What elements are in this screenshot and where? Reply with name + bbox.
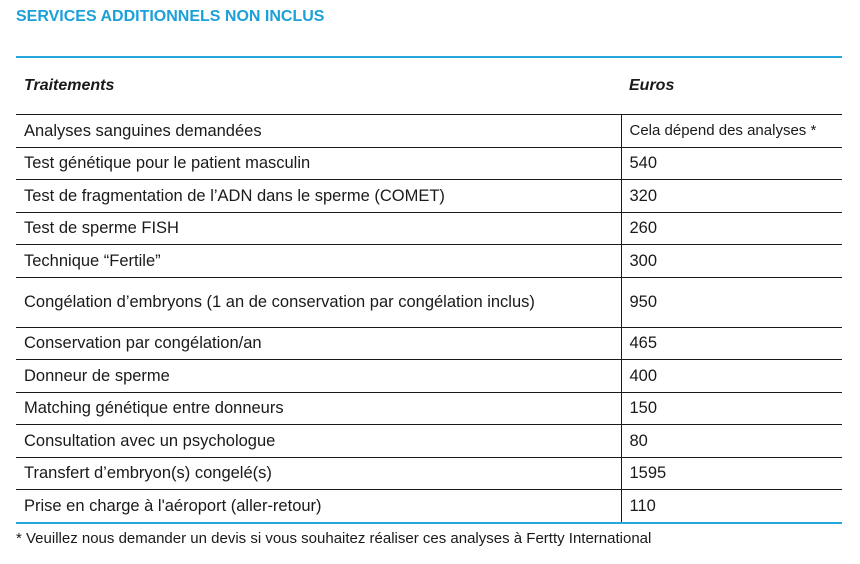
table-row	[16, 115, 842, 148]
price-cell: 400	[621, 360, 842, 393]
price-cell: 320	[621, 180, 842, 213]
services-table-container	[16, 56, 842, 524]
table-row	[16, 490, 842, 522]
table-row	[16, 457, 842, 490]
treatment-cell: Technique “Fertile”	[16, 245, 621, 278]
treatment-cell: Conservation par congélation/an	[16, 327, 621, 360]
treatment-cell: Donneur de sperme	[16, 360, 621, 393]
price-cell: Cela dépend des analyses *	[621, 115, 842, 148]
table-bottom-rule	[16, 522, 842, 524]
table-row	[16, 245, 842, 278]
table-row	[16, 425, 842, 458]
price-cell: 150	[621, 392, 842, 425]
price-cell: 540	[621, 147, 842, 180]
table-header-row	[16, 58, 842, 115]
treatment-cell: Analyses sanguines demandées	[16, 115, 621, 148]
services-table	[16, 58, 842, 522]
price-cell: 300	[621, 245, 842, 278]
price-cell: 110	[629, 496, 656, 515]
header-treatments: Traitements	[16, 58, 621, 115]
table-row	[16, 180, 842, 213]
section-title: SERVICES ADDITIONNELS NON INCLUS	[16, 8, 325, 25]
treatment-cell: Transfert d’embryon(s) congelé(s)	[16, 457, 621, 490]
table-row	[16, 147, 842, 180]
table-row	[16, 277, 842, 327]
treatment-cell: Test de sperme FISH	[16, 212, 621, 245]
table-row	[16, 212, 842, 245]
treatment-cell: Congélation d’embryons (1 an de conservation par congélation inclus)	[16, 277, 621, 327]
header-euros: Euros	[621, 58, 842, 115]
treatment-cell: Matching génétique entre donneurs	[16, 392, 621, 425]
price-cell: 1595	[621, 457, 842, 490]
treatment-cell: Test de fragmentation de l’ADN dans le sperme (COMET)	[16, 180, 621, 213]
price-cell: 80	[621, 425, 842, 458]
table-row	[16, 360, 842, 393]
treatment-cell: Prise en charge à l'aéroport (aller-retour)	[16, 490, 621, 522]
price-cell: 465	[621, 327, 842, 360]
table-row	[16, 327, 842, 360]
price-cell: 950	[621, 277, 842, 327]
treatment-cell: Test génétique pour le patient masculin	[16, 147, 621, 180]
footnote: * Veuillez nous demander un devis si vous souhaitez réaliser ces analyses à Fertty International	[16, 530, 652, 547]
table-row	[16, 392, 842, 425]
treatment-cell: Consultation avec un psychologue	[16, 425, 621, 458]
price-cell: 260	[621, 212, 842, 245]
